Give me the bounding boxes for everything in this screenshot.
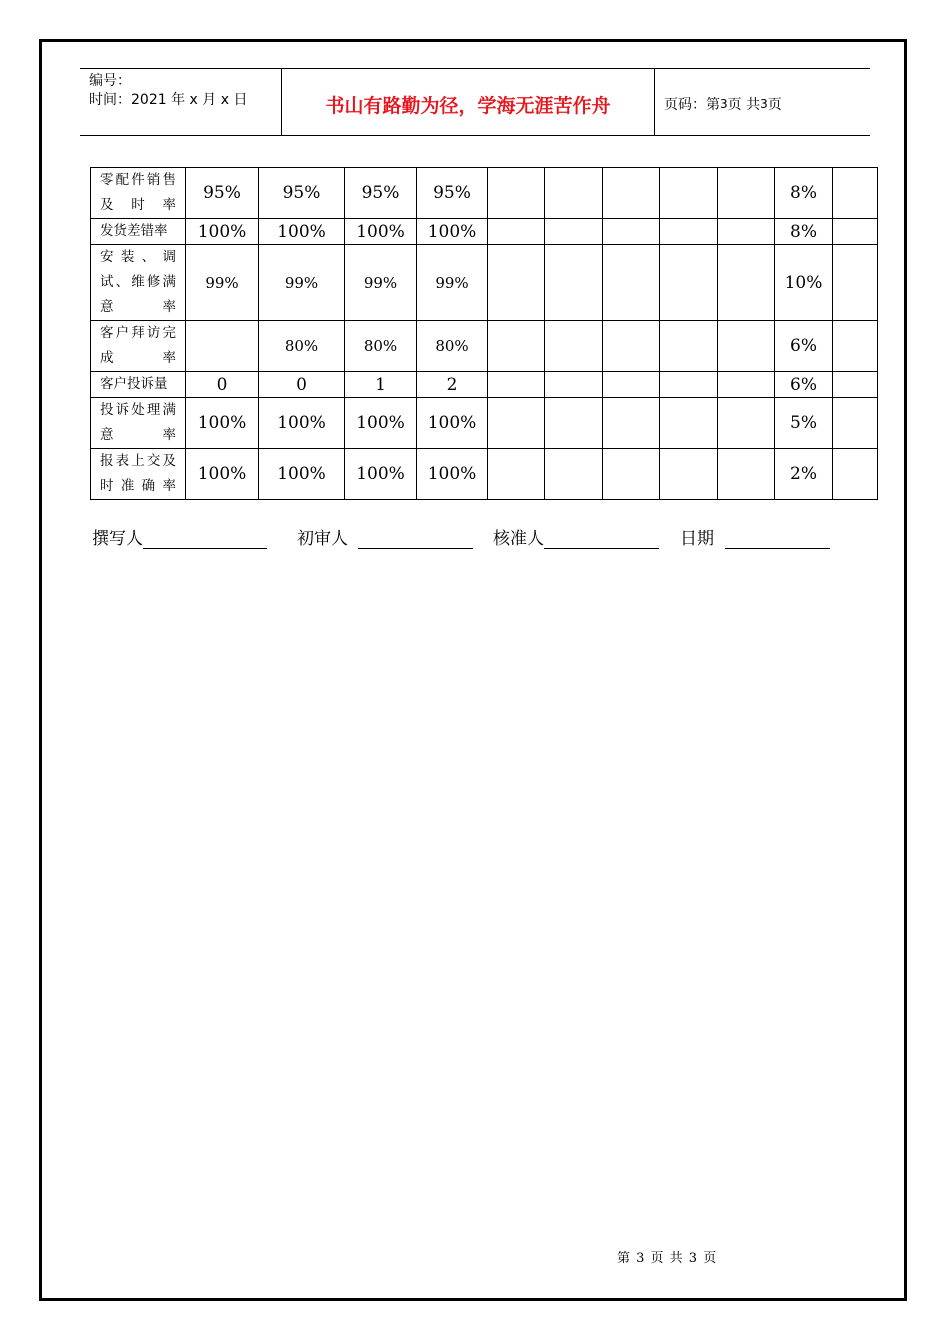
header-motto: 书山有路勤为径，学海无涯苦作舟 [282, 69, 655, 135]
empty-cell [718, 372, 775, 398]
empty-cell [833, 245, 878, 321]
page-footer: 第 3 页 共 3 页 [617, 1251, 718, 1266]
kpi-name-cell: 客户拜访完成率 [91, 321, 186, 372]
kpi-weight-cell: 8% [775, 219, 833, 245]
kpi-value-cell: 95% [259, 168, 345, 219]
kpi-value-cell: 95% [186, 168, 259, 219]
time-label: 时间：2021 年 x 月 x 日 [89, 92, 248, 108]
kpi-weight-cell: 2% [775, 449, 833, 500]
page-suffix: 页 [767, 97, 782, 113]
empty-cell [833, 168, 878, 219]
empty-cell [660, 245, 718, 321]
kpi-value-cell: 100% [259, 398, 345, 449]
empty-cell [488, 398, 545, 449]
kpi-value-cell: 100% [345, 398, 417, 449]
kpi-value-cell: 100% [259, 449, 345, 500]
table-row [91, 321, 878, 372]
approver-label: 核准人 [493, 529, 544, 549]
kpi-value-cell: 80% [259, 321, 345, 372]
empty-cell [488, 168, 545, 219]
empty-cell [660, 219, 718, 245]
kpi-value-cell: 0 [186, 372, 259, 398]
kpi-value-cell: 100% [345, 219, 417, 245]
page-current: 3 [720, 97, 728, 111]
empty-cell [718, 219, 775, 245]
empty-cell [545, 245, 603, 321]
empty-cell [660, 168, 718, 219]
empty-cell [545, 168, 603, 219]
empty-cell [488, 219, 545, 245]
empty-cell [833, 321, 878, 372]
empty-cell [718, 398, 775, 449]
kpi-value-cell: 99% [417, 245, 488, 321]
empty-cell [488, 372, 545, 398]
writer-blank[interactable] [143, 528, 267, 549]
empty-cell [718, 321, 775, 372]
kpi-table [90, 167, 878, 500]
kpi-value-cell: 100% [345, 449, 417, 500]
empty-cell [603, 398, 660, 449]
kpi-weight-cell: 6% [775, 372, 833, 398]
empty-cell [603, 321, 660, 372]
empty-cell [660, 321, 718, 372]
empty-cell [833, 219, 878, 245]
kpi-weight-cell: 8% [775, 168, 833, 219]
kpi-value-cell: 99% [259, 245, 345, 321]
header-meta [80, 69, 282, 135]
kpi-weight-cell: 10% [775, 245, 833, 321]
empty-cell [488, 321, 545, 372]
page-total: 3 [760, 97, 768, 111]
empty-cell [603, 449, 660, 500]
kpi-weight-cell: 5% [775, 398, 833, 449]
reviewer-label: 初审人 [297, 529, 348, 549]
kpi-value-cell: 100% [186, 398, 259, 449]
empty-cell [718, 245, 775, 321]
kpi-name-cell: 投诉处理满意率 [91, 398, 186, 449]
kpi-name-cell: 安装、调试、维修满意率 [91, 245, 186, 321]
empty-cell [488, 449, 545, 500]
empty-cell [833, 398, 878, 449]
reviewer-blank[interactable] [358, 528, 473, 549]
kpi-value-cell: 100% [417, 449, 488, 500]
table-row [91, 219, 878, 245]
kpi-value-cell: 0 [259, 372, 345, 398]
writer-label: 撰写人 [92, 529, 143, 549]
header-page-info [655, 69, 870, 135]
kpi-value-cell: 95% [345, 168, 417, 219]
kpi-name-cell: 报表上交及时准确率 [91, 449, 186, 500]
kpi-value-cell [186, 321, 259, 372]
kpi-name-cell: 零配件销售及时率 [91, 168, 186, 219]
date-blank[interactable] [725, 528, 830, 549]
empty-cell [603, 372, 660, 398]
kpi-value-cell: 80% [345, 321, 417, 372]
empty-cell [488, 245, 545, 321]
kpi-value-cell: 1 [345, 372, 417, 398]
empty-cell [545, 219, 603, 245]
kpi-value-cell: 99% [345, 245, 417, 321]
empty-cell [660, 449, 718, 500]
page-mid: 页 共 [727, 97, 761, 113]
table-row [91, 449, 878, 500]
kpi-name-cell: 客户投诉量 [91, 372, 186, 398]
empty-cell [660, 372, 718, 398]
kpi-value-cell: 2 [417, 372, 488, 398]
kpi-name-cell: 发货差错率 [91, 219, 186, 245]
document-header [80, 68, 870, 136]
number-label: 编号： [89, 73, 131, 89]
empty-cell [603, 168, 660, 219]
table-row [91, 168, 878, 219]
kpi-value-cell: 100% [186, 449, 259, 500]
table-row [91, 398, 878, 449]
empty-cell [545, 398, 603, 449]
empty-cell [603, 245, 660, 321]
empty-cell [603, 219, 660, 245]
empty-cell [545, 372, 603, 398]
kpi-value-cell: 99% [186, 245, 259, 321]
empty-cell [718, 168, 775, 219]
kpi-value-cell: 100% [417, 398, 488, 449]
empty-cell [833, 449, 878, 500]
date-label: 日期 [680, 529, 714, 549]
kpi-value-cell: 100% [186, 219, 259, 245]
approver-blank[interactable] [544, 528, 659, 549]
table-row [91, 245, 878, 321]
empty-cell [718, 449, 775, 500]
page-prefix: 页码：第 [664, 97, 720, 113]
kpi-value-cell: 100% [259, 219, 345, 245]
empty-cell [833, 372, 878, 398]
empty-cell [545, 321, 603, 372]
kpi-weight-cell: 6% [775, 321, 833, 372]
kpi-value-cell: 95% [417, 168, 488, 219]
empty-cell [660, 398, 718, 449]
kpi-value-cell: 80% [417, 321, 488, 372]
table-row [91, 372, 878, 398]
empty-cell [545, 449, 603, 500]
signature-line [92, 524, 872, 549]
kpi-value-cell: 100% [417, 219, 488, 245]
